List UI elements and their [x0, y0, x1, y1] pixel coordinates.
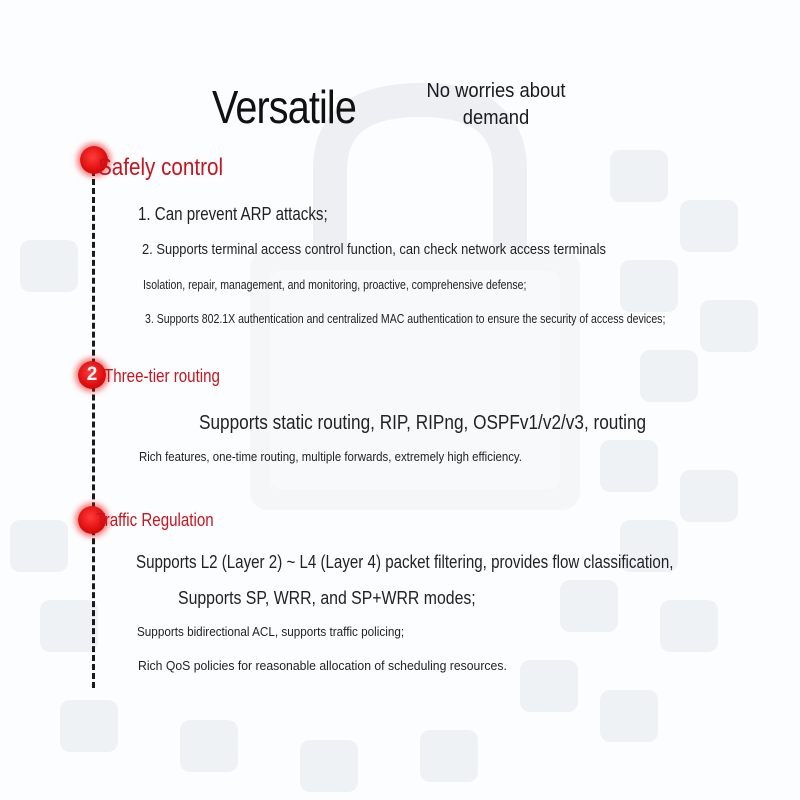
section-1-line-1: 1. Can prevent ARP attacks; [138, 204, 328, 224]
page-subtitle: No worries about demand [426, 80, 566, 129]
section-3-line-1: Supports L2 (Layer 2) ~ L4 (Layer 4) packet filtering, provides flow classification, [136, 552, 674, 572]
section-3-line-3: Supports bidirectional ACL, supports traffic policing; [137, 624, 405, 639]
section-1-line-2: 2. Supports terminal access control function, can check network access terminals [142, 241, 606, 258]
section-marker-2: 2 [78, 361, 106, 389]
section-title-traffic-regulation: Traffic Regulation [96, 510, 214, 530]
section-title-safely-control: Safely control [98, 154, 224, 181]
section-2-line-1: Supports static routing, RIP, RIPng, OSPFv1/v2/v3, routing [199, 412, 647, 434]
section-1-line-4: 3. Supports 802.1X authentication and centralized MAC authentication to ensure the security of access devices; [145, 311, 666, 326]
section-title-three-tier-routing: Three-tier routing [104, 366, 220, 386]
timeline-line [92, 170, 95, 688]
page-title: Versatile [212, 81, 356, 133]
section-3-line-2: Supports SP, WRR, and SP+WRR modes; [178, 588, 476, 608]
section-2-line-2: Rich features, one-time routing, multiple forwards, extremely high efficiency. [139, 449, 522, 464]
section-1-line-3: Isolation, repair, management, and monitoring, proactive, comprehensive defense; [143, 277, 527, 292]
section-3-line-4: Rich QoS policies for reasonable allocation of scheduling resources. [138, 658, 507, 673]
